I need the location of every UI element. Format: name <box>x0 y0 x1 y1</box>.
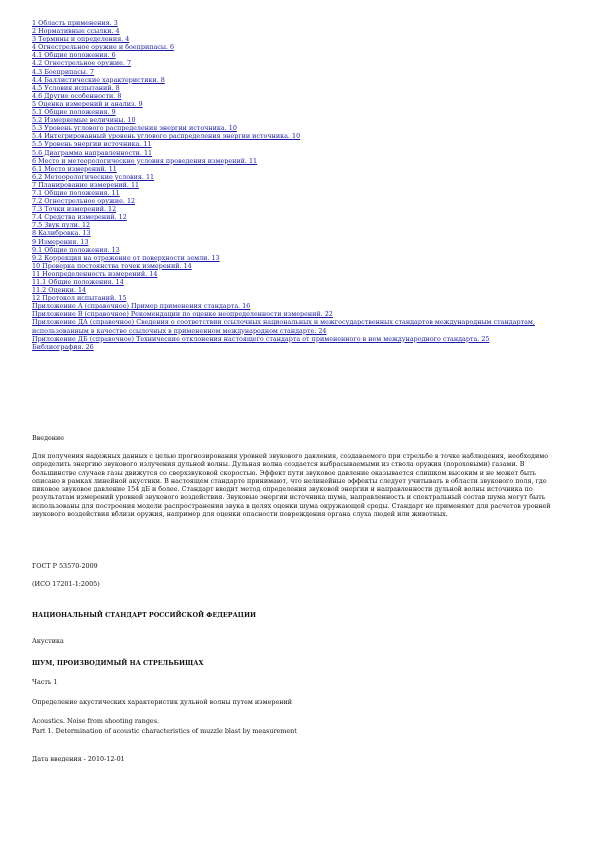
toc-link[interactable]: 1 Область применения. 3 <box>32 19 118 27</box>
introduction-date: Дата введения - 2010-12-01 <box>32 755 125 763</box>
toc-link[interactable]: 2 Нормативные ссылки. 4 <box>32 27 120 36</box>
toc-link[interactable]: 5.2 Измеряемые величины. 10 <box>32 116 136 125</box>
toc-link[interactable]: 7.3 Точки измерений. 12 <box>32 205 117 214</box>
toc-link[interactable]: 8 Калибровка. 13 <box>32 229 91 238</box>
iso-number: (ИСО 17201-1:2005) <box>32 580 100 588</box>
toc-link[interactable]: 4.6 Другие особенности. 8 <box>32 91 122 100</box>
toc-link[interactable]: Библиография. 26 <box>32 342 94 351</box>
toc-link[interactable]: 5.3 Уровень углового распределения энергии источника. 10 <box>32 124 237 133</box>
toc-link[interactable]: 6.2 Метеорологические условия. 11 <box>32 172 155 181</box>
toc-link[interactable]: 6 Место и метеорологические условия проведения измерений. 11 <box>32 156 258 165</box>
toc-link[interactable]: 12 Протокол испытаний. 15 <box>32 294 127 303</box>
toc-link[interactable]: 4.3 Боеприпасы. 7 <box>32 67 94 76</box>
toc-link[interactable]: Приложение ДА (справочное) Сведения о соответствии ссылочных национальных и межгосударственных стандартов международным стандартам, использованным в качестве ссылочных в примененном международном стандарте. 24 <box>32 318 535 335</box>
toc-link[interactable]: 7.5 Звук пули. 12 <box>32 221 91 230</box>
toc-link[interactable]: 3 Термины и определения. 4 <box>32 35 130 44</box>
toc-link[interactable]: 5.5 Уровень энергии источника. 11 <box>32 140 152 149</box>
toc-link[interactable]: 11 Неопределенность измерений. 14 <box>32 269 158 278</box>
toc-link[interactable]: Приложение ДБ (справочное) Технические отклонения настоящего стандарта от примененного в нем международного стандарта. 25 <box>32 334 490 343</box>
toc-link[interactable]: 5.1 Общие положения. 9 <box>32 108 116 117</box>
standard-number: ГОСТ Р 53570-2009 <box>32 562 98 570</box>
category: Акустика <box>32 637 64 645</box>
toc-link[interactable]: 10 Проверка постоянства точек измерений. 14 <box>32 261 192 270</box>
english-title-line-1: Acoustics. Noise from shooting ranges. <box>32 717 160 725</box>
toc-link[interactable]: 9.1 Общие положения. 13 <box>32 245 120 254</box>
part-number: Часть 1 <box>32 678 58 686</box>
toc-link[interactable]: 4.1 Общие положения. 6 <box>32 51 116 60</box>
toc-link[interactable]: 4 Огнестрельное оружие и боеприпасы. 6 <box>32 43 175 52</box>
document-subtitle: Определение акустических характеристик дульной волны путем измерений <box>32 698 293 706</box>
toc-link[interactable]: 4.5 Условия испытаний. 8 <box>32 83 120 92</box>
toc-link[interactable]: 9 Измерения. 13 <box>32 237 89 246</box>
toc-link[interactable]: 5.6 Диаграмма направленности. 11 <box>32 148 153 157</box>
toc-link[interactable]: 4.4 Баллистические характеристики. 8 <box>32 75 165 84</box>
standard-type: НАЦИОНАЛЬНЫЙ СТАНДАРТ РОССИЙСКОЙ ФЕДЕРАЦИИ <box>32 611 257 619</box>
table-of-contents <box>32 19 572 351</box>
toc-link[interactable]: 6.1 Место измерений. 11 <box>32 164 117 173</box>
toc-link[interactable]: 11.2 Оценки. 14 <box>32 286 87 295</box>
toc-link[interactable]: 7 Планирование измерений. 11 <box>32 180 140 189</box>
toc-link[interactable]: 7.1 Общие положения. 11 <box>32 188 120 197</box>
toc-link[interactable]: Приложение А (справочное) Пример применения стандарта. 16 <box>32 302 251 311</box>
document-title: ШУМ, ПРОИЗВОДИМЫЙ НА СТРЕЛЬБИЩАХ <box>32 659 204 667</box>
toc-link[interactable]: 5 Оценка измерений и анализ. 9 <box>32 99 143 108</box>
toc-link[interactable]: 11.1 Общие положения. 14 <box>32 278 124 286</box>
toc-link[interactable]: Приложение В (справочное) Рекомендации по оценке неопределенности измерений. 22 <box>32 310 333 319</box>
intro-heading: Введение <box>32 434 65 442</box>
english-title-line-2: Part 1. Determination of acoustic characteristics of muzzle blast by measurement <box>32 727 297 735</box>
toc-link[interactable]: 5.4 Интегрированный уровень углового распределения энергии источника. 10 <box>32 132 301 141</box>
toc-link[interactable]: 7.2 Огнестрельное оружие. 12 <box>32 197 136 206</box>
toc-link[interactable]: 7.4 Средства измерений. 12 <box>32 213 127 222</box>
toc-link[interactable]: 9.2 Коррекция на отражение от поверхности земли. 13 <box>32 253 220 262</box>
intro-paragraph: Для получения надежных данных с целью прогнозирования уровней звукового давления, создаваемого при стрельбе в точке наблюдения, необходимо определить энергию звукового излучения дульной волны. Дульная волна создается выбрасываемыми из ствола оружия (пороховыми) газами. В большинстве случаев газы движутся со сверхзвуковой скоростью. Эффект пути звуковое давление оказывается слишком высоким и не может быть описано в рамках линейной акустики. В настоящем стандарте принимают, что нелинейные эффекты следует учитывать в области звукового поля, где пиковое звуковое давление 154 дБ и более. Стандарт вводит метод определения звуковой энергии и направленности дульной волны источника по результатам измерений уровней звукового воздействия. Звуковые энергии источника шума, направленность и спектральный состав шума могут быть использованы для построения модели распространения звука в целях оценки шума окружающей среды. Стандарт не применяют для расчетов уровней звукового воздействия вблизи оружия, например для оценки опасности повреждения органа слуха людей или животных. <box>32 452 551 519</box>
toc-link[interactable]: 4.2 Огнестрельное оружие. 7 <box>32 59 132 68</box>
